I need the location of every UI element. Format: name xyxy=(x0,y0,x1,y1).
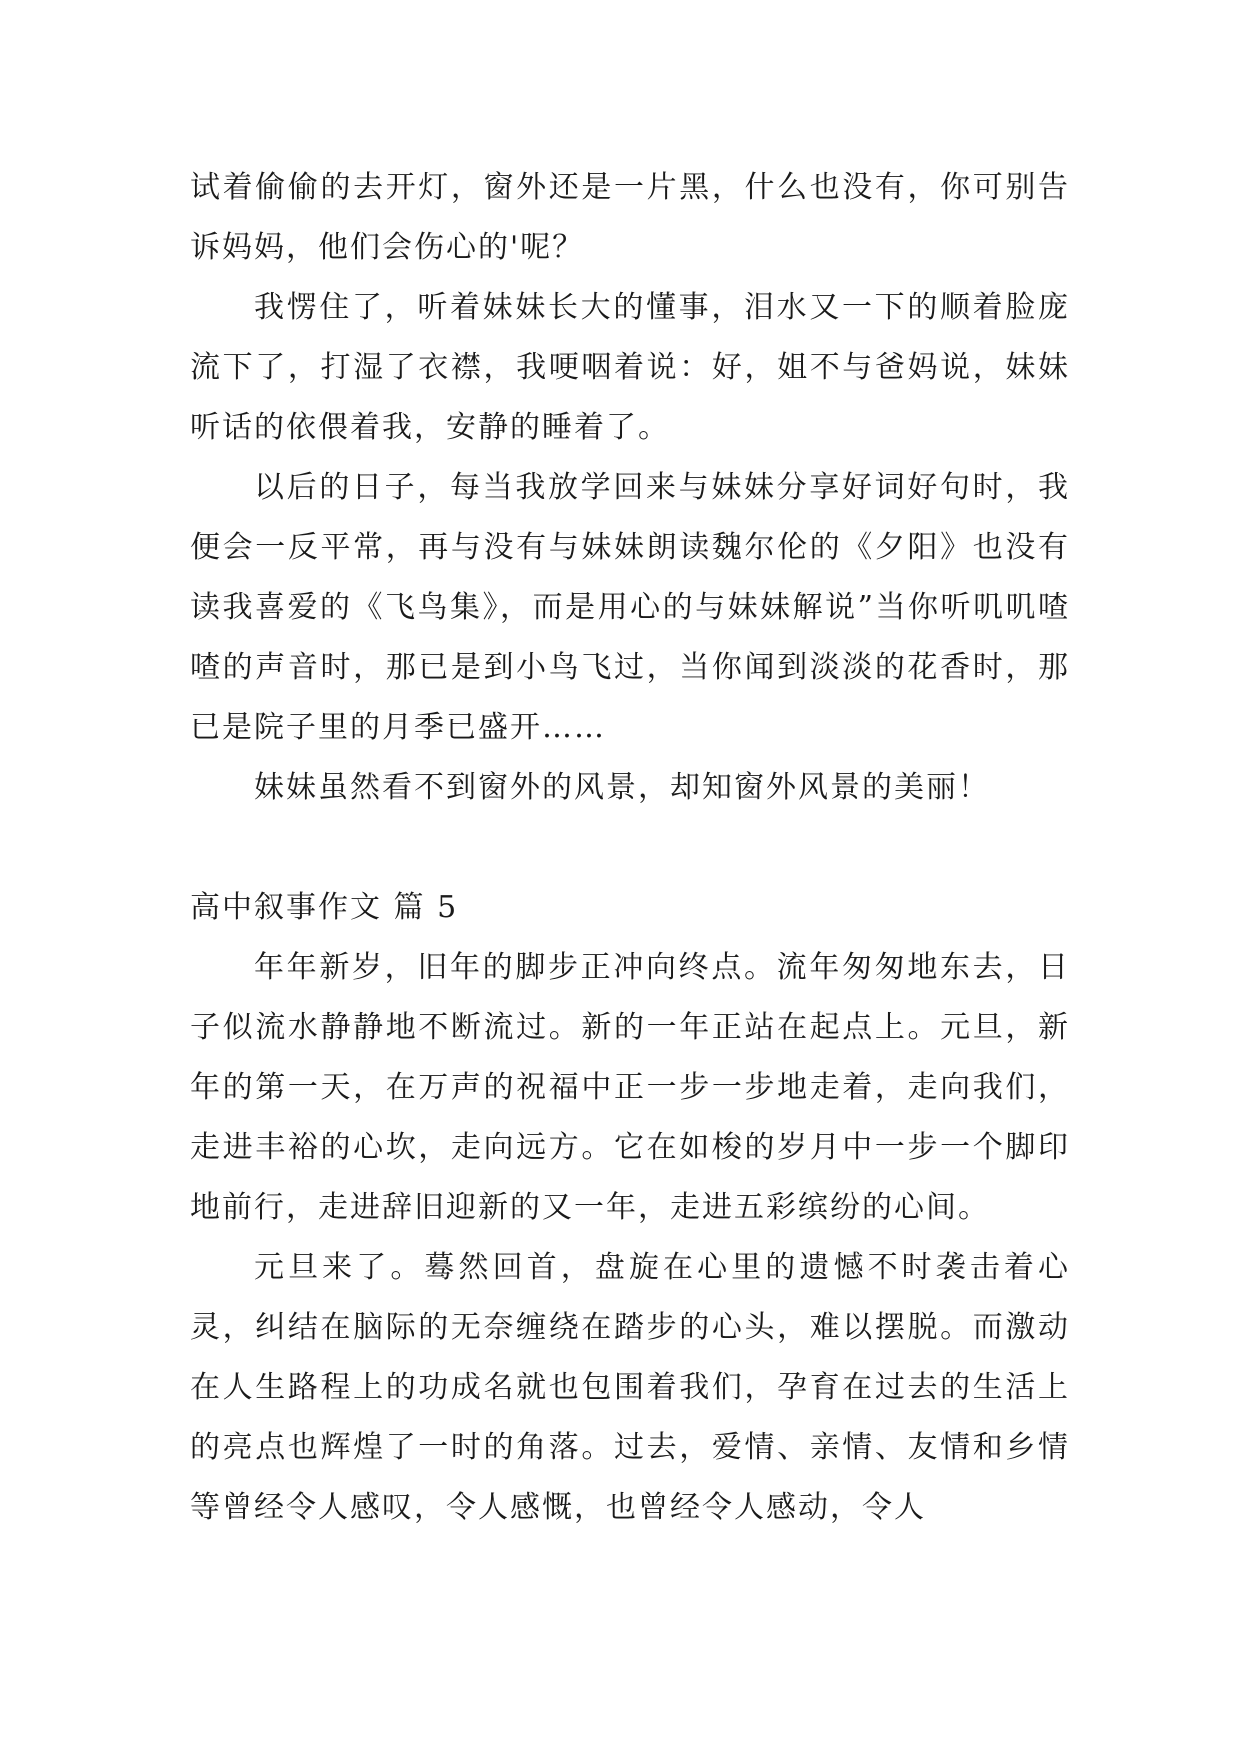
paragraph: 元旦来了。蓦然回首，盘旋在心里的遗憾不时袭击着心灵，纠结在脑际的无奈缠绕在踏步的心头，难以摆脱。而激动在人生路程上的功成名就也包围着我们，孕育在过去的生活上的亮点也辉煌了一时的角落。过去，爱情、亲情、友情和乡情等曾经令人感叹，令人感慨，也曾经令人感动，令人 xyxy=(190,1250,1070,1525)
paragraph: 我愣住了，听着妹妹长大的懂事，泪水又一下的顺着脸庞流下了，打湿了衣襟，我哽咽着说：好，姐不与爸妈说，妹妹听话的依偎着我，安静的睡着了。 xyxy=(190,290,1070,445)
paragraph-continuation: 试着偷偷的去开灯，窗外还是一片黑，什么也没有，你可别告诉妈妈，他们会伤心的'呢？ xyxy=(190,170,1070,265)
section-title: 高中叙事作文 篇 5 xyxy=(190,890,459,925)
paragraph: 年年新岁，旧年的脚步正冲向终点。流年匆匆地东去，日子似流水静静地不断流过。新的一年正站在起点上。元旦，新年的第一天，在万声的祝福中正一步一步地走着，走向我们，走进丰裕的心坎，走向远方。它在如梭的岁月中一步一个脚印地前行，走进辞旧迎新的又一年，走进五彩缤纷的心间。 xyxy=(190,950,1070,1225)
paragraph: 以后的日子，每当我放学回来与妹妹分享好词好句时，我便会一反平常，再与没有与妹妹朗读魏尔伦的《夕阳》也没有读我喜爱的《飞鸟集》，而是用心的与妹妹解说”当你听叽叽喳喳的声音时，那已是到小鸟飞过，当你闻到淡淡的花香时，那已是院子里的月季已盛开…… xyxy=(190,470,1070,745)
paragraph: 妹妹虽然看不到窗外的风景，却知窗外风景的美丽！ xyxy=(254,770,990,805)
document-body xyxy=(190,158,1070,1538)
